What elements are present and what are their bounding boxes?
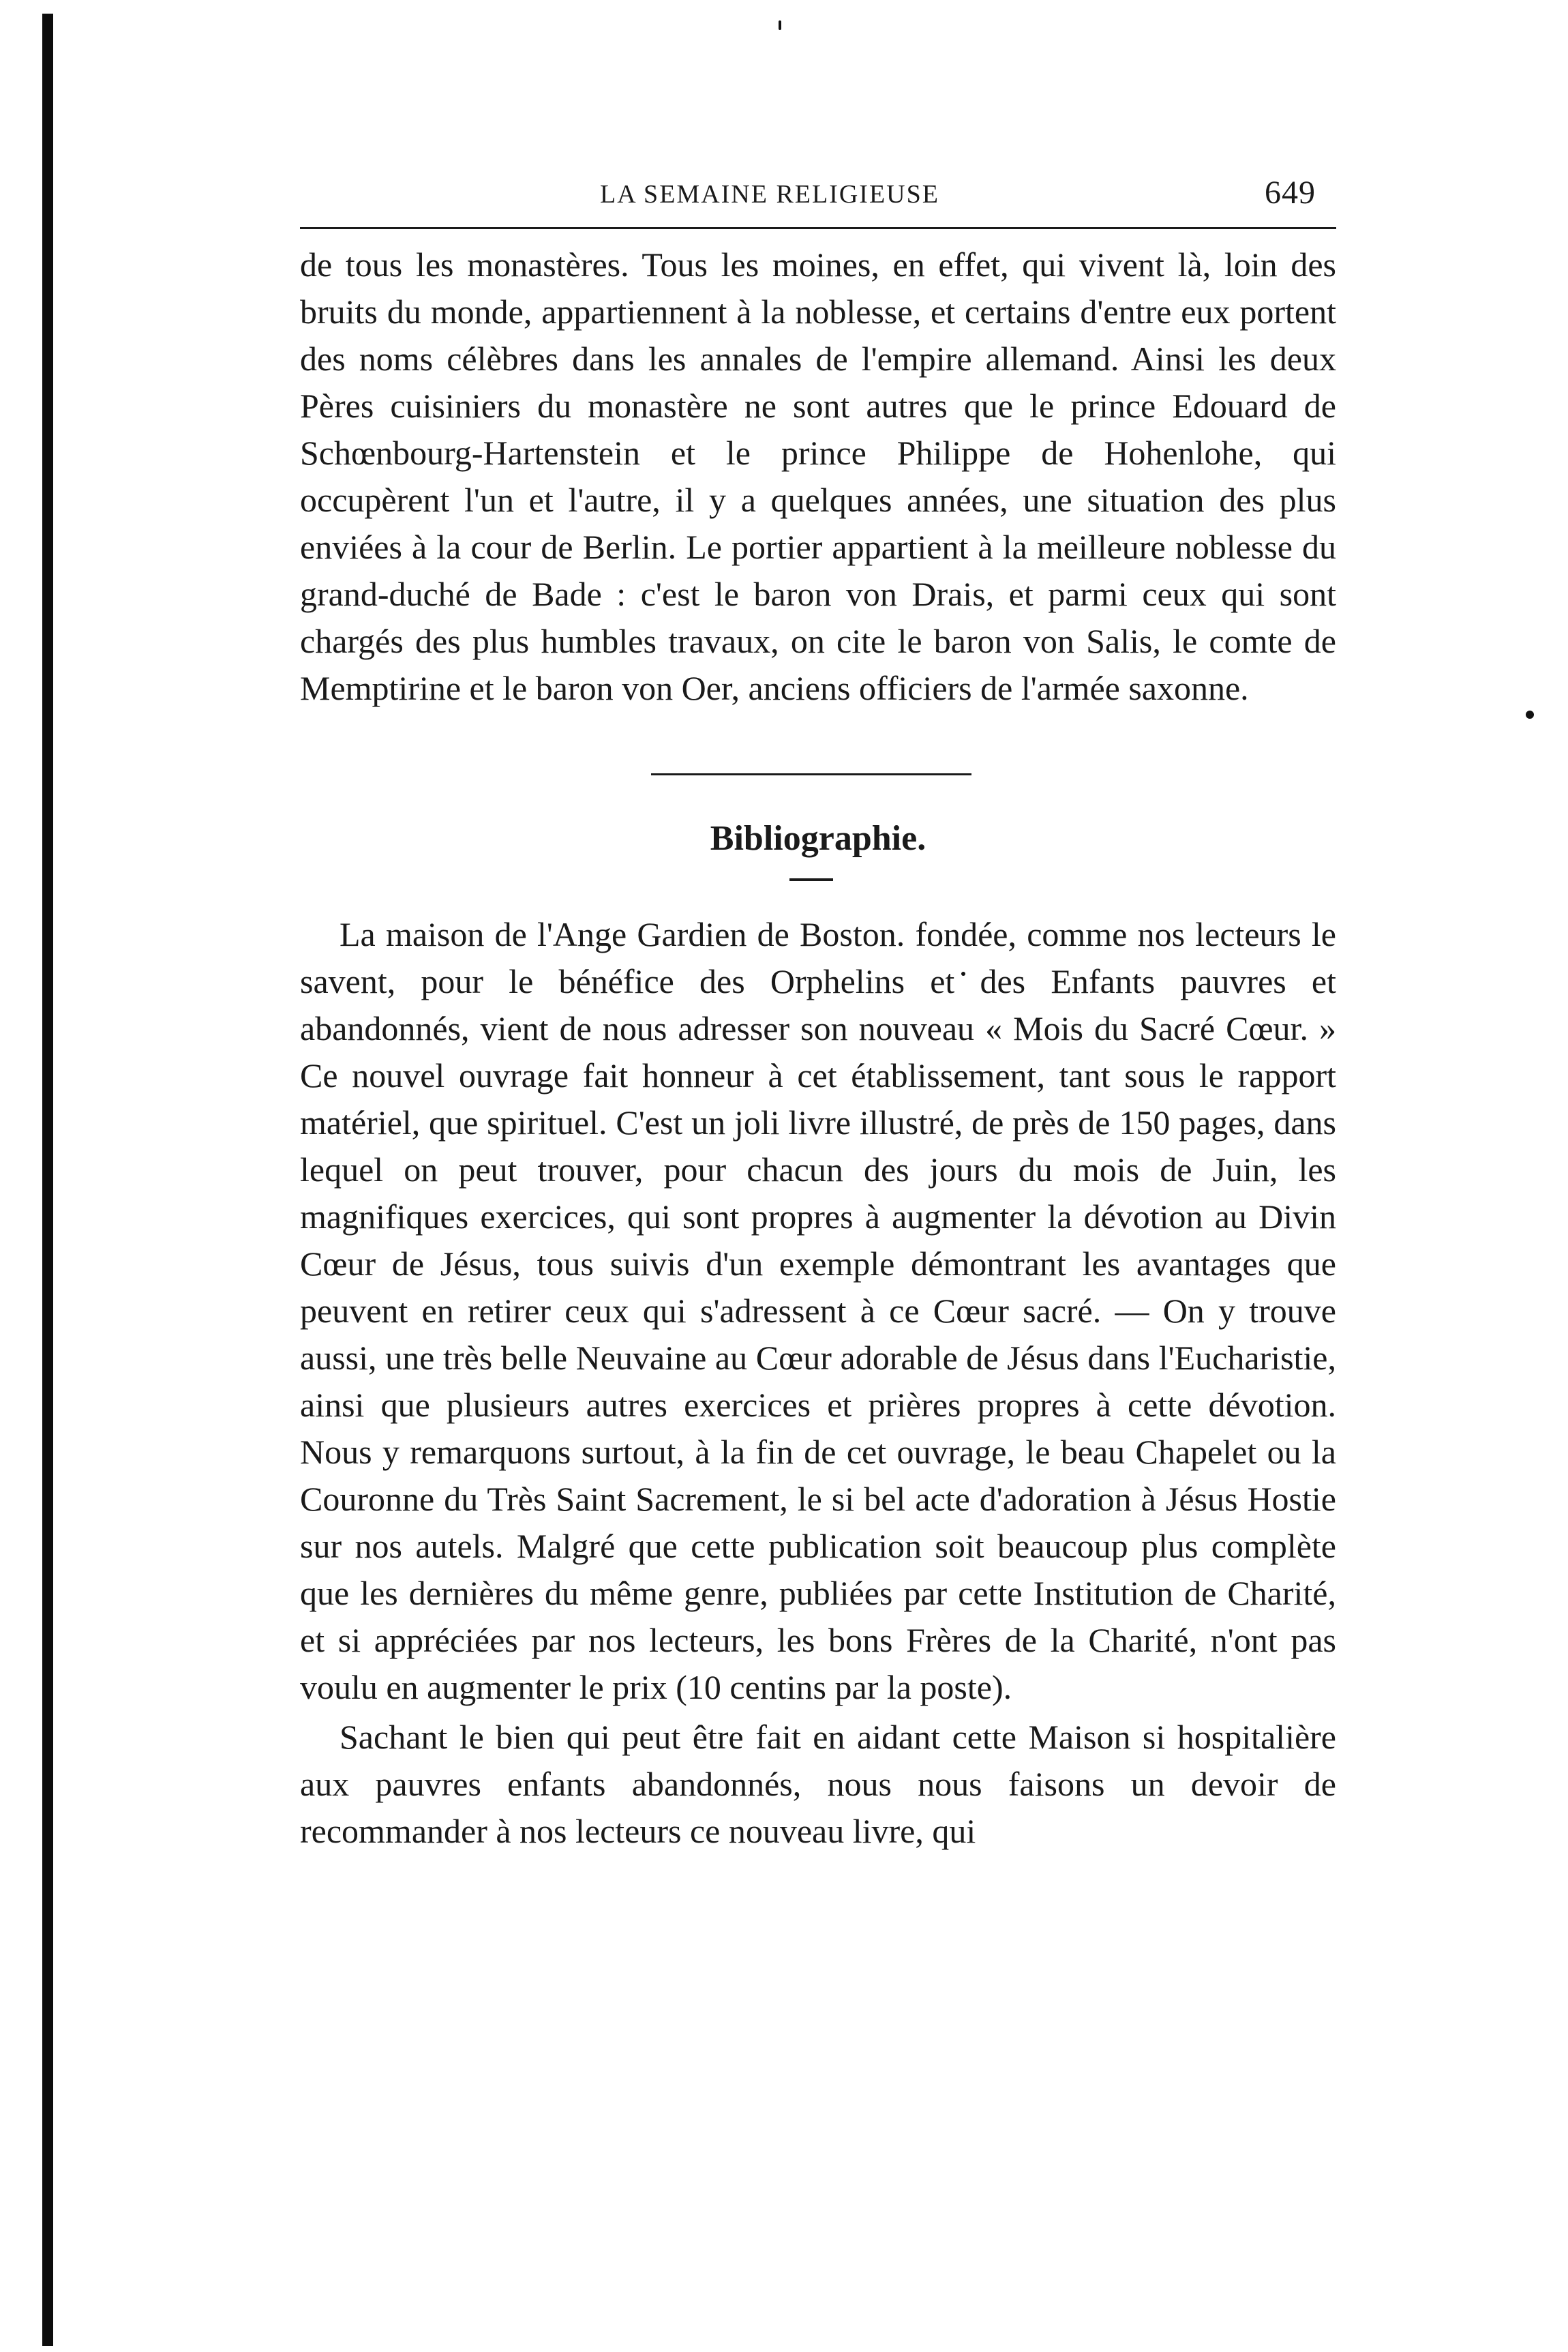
bibliography-paragraph-1: La maison de l'Ange Gardien de Boston. fondée, comme nos lecteurs le savent, pour le bénéfice des Orphelins et des Enfants pauvres et abandonnés, vient de nous adresser son nouveau « Mois du Sacré Cœur. » Ce nouvel ouvrage fait honneur à cet établissement, tant sous le rapport matériel, que spirituel. C'est un joli livre illustré, de près de 150 pages, dans lequel on peut trouver, pour chacun des jours du mois de Juin, les magnifiques exercices, qui sont propres à augmenter la dévotion au Divin Cœur de Jésus, tous suivis d'un exemple démontrant les avantages que peuvent en retirer ceux qui s'adressent à ce Cœur sacré. — On y trouve aussi, une très belle Neuvaine au Cœur adorable de Jésus dans l'Eucharistie, ainsi que plusieurs autres exercices et prières propres à cette dévotion. Nous y remarquons surtout, à la fin de cet ouvrage, le beau Chapelet ou la Couronne du Très Saint Sacrement, le si bel acte d'adoration à Jésus Hostie sur nos autels. Malgré que cette publication soit beaucoup plus complète que les dernières du même genre, publiées par cette Institution de Charité, et si appréciées par nos lecteurs, les bons Frères de la Charité, n'ont pas voulu en augmenter le prix (10 centins par la poste). — [300, 915, 1336, 1706]
section-heading: Bibliographie. — [710, 819, 926, 858]
bibliography-paragraph-2: Sachant le bien qui peut être fait en aidant cette Maison si hospitalière aux pauvres enfants abandonnés, nous nous faisons un devoir de recommander à nos lecteurs ce nouveau livre, qui — [300, 1718, 1336, 1850]
header-rule — [300, 227, 1336, 229]
ink-speck — [779, 20, 781, 30]
page-content — [300, 174, 1336, 1855]
page-number: 649 — [1265, 175, 1316, 211]
running-header — [300, 174, 1336, 218]
ink-speck — [1526, 711, 1534, 719]
dash-line — [789, 878, 833, 881]
book-spine-shadow — [42, 14, 53, 2346]
running-title: LA SEMAINE RELIGIEUSE — [600, 180, 939, 209]
heading-dash — [300, 863, 1336, 911]
article-paragraph: de tous les monastères. Tous les moines, en effet, qui vivent là, loin des bruits du monde, appartiennent à la noblesse, et certains d'entre eux portent des noms célèbres dans les annales de l'empire allemand. Ainsi les deux Pères cuisiniers du monastère ne sont autres que le prince Edouard de Schœnbourg-Hartenstein et le prince Philippe de Hohenlohe, qui occupèrent l'un et l'autre, il y a quelques années, une situation des plus enviées à la cour de Berlin. Le portier appartient à la meilleure noblesse du grand-duché de Bade : c'est le baron von Drais, et parmi ceux qui sont chargés des plus humbles travaux, on cite le baron von Salis, le comte de Memptirine et le baron von Oer, anciens officiers de l'armée saxonne. — [300, 245, 1336, 707]
section-separator — [300, 712, 1336, 814]
separator-line — [651, 773, 971, 775]
